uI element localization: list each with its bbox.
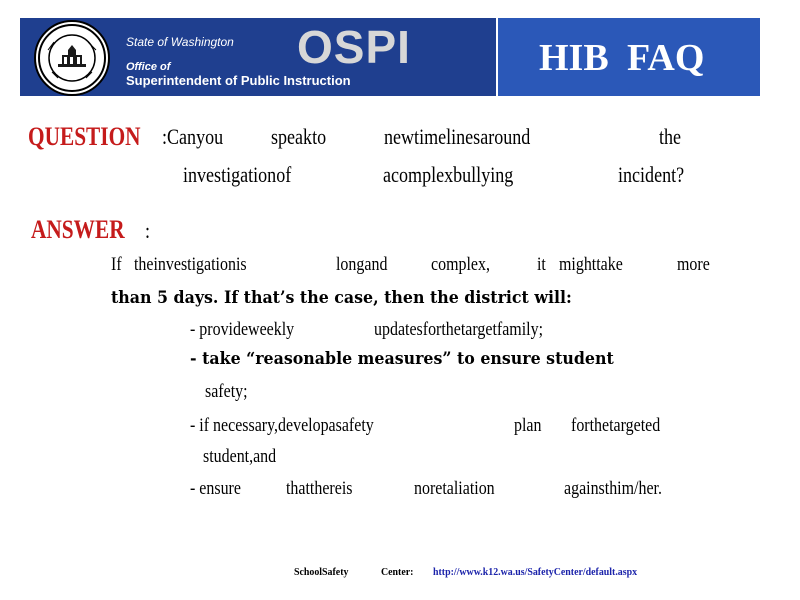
bullet-text: - ensure — [190, 478, 241, 499]
bullet-text: updatesforthetargetfamily; — [374, 319, 544, 340]
question-word: newtimelinesaround — [384, 124, 531, 149]
answer-word: more — [677, 254, 710, 275]
bullet-text: safety; — [205, 381, 248, 402]
state-of-washington-text: State of Washington — [126, 35, 234, 49]
bullet-bold-text: - take “reasonable measures” to ensure student — [190, 349, 614, 369]
question-word: acomplexbullying — [383, 162, 514, 187]
question-word: :Canyou — [162, 124, 224, 149]
office-name-text: Superintendent of Public Instruction — [126, 73, 351, 88]
bullet-text: - provideweekly — [190, 319, 295, 340]
question-word: incident? — [618, 162, 685, 187]
footer-label: SchoolSafety — [294, 566, 349, 578]
bullet-text: student,and — [203, 446, 277, 467]
answer-label: ANSWER — [31, 215, 125, 244]
safety-center-link[interactable]: http://www.k12.wa.us/SafetyCenter/default.aspx — [433, 566, 638, 578]
ospi-banner — [20, 18, 758, 96]
ospi-logo-text: OSPI — [297, 21, 411, 73]
question-word: investigationof — [183, 162, 292, 187]
answer-word: mighttake — [559, 254, 623, 275]
bullet-text: plan — [514, 415, 542, 436]
bullet-text: thatthereis — [286, 478, 353, 499]
answer-word: theinvestigationis — [134, 254, 247, 275]
answer-bold-line: than 5 days. If that’s the case, then the district will: — [111, 288, 572, 308]
question-word: the — [659, 124, 682, 149]
answer-word: longand — [336, 254, 388, 275]
faq-title: FAQ — [627, 37, 705, 79]
washington-seal-icon — [34, 20, 110, 96]
hib-title: HIB — [539, 37, 609, 79]
answer-word: complex, — [431, 254, 490, 275]
office-of-text: Office of — [126, 61, 171, 73]
bullet-text: noretaliation — [414, 478, 495, 499]
question-label: QUESTION — [28, 122, 141, 151]
footer-label: Center: — [381, 566, 414, 578]
answer-colon: : — [145, 218, 151, 243]
bullet-text: - if necessary,developasafety — [190, 415, 374, 436]
hib-faq-panel — [496, 18, 760, 96]
answer-word: If — [111, 254, 122, 275]
bullet-text: forthetargeted — [571, 415, 661, 436]
question-word: speakto — [271, 124, 327, 149]
bullet-text: againsthim/her. — [564, 478, 662, 499]
answer-word: it — [537, 254, 546, 275]
